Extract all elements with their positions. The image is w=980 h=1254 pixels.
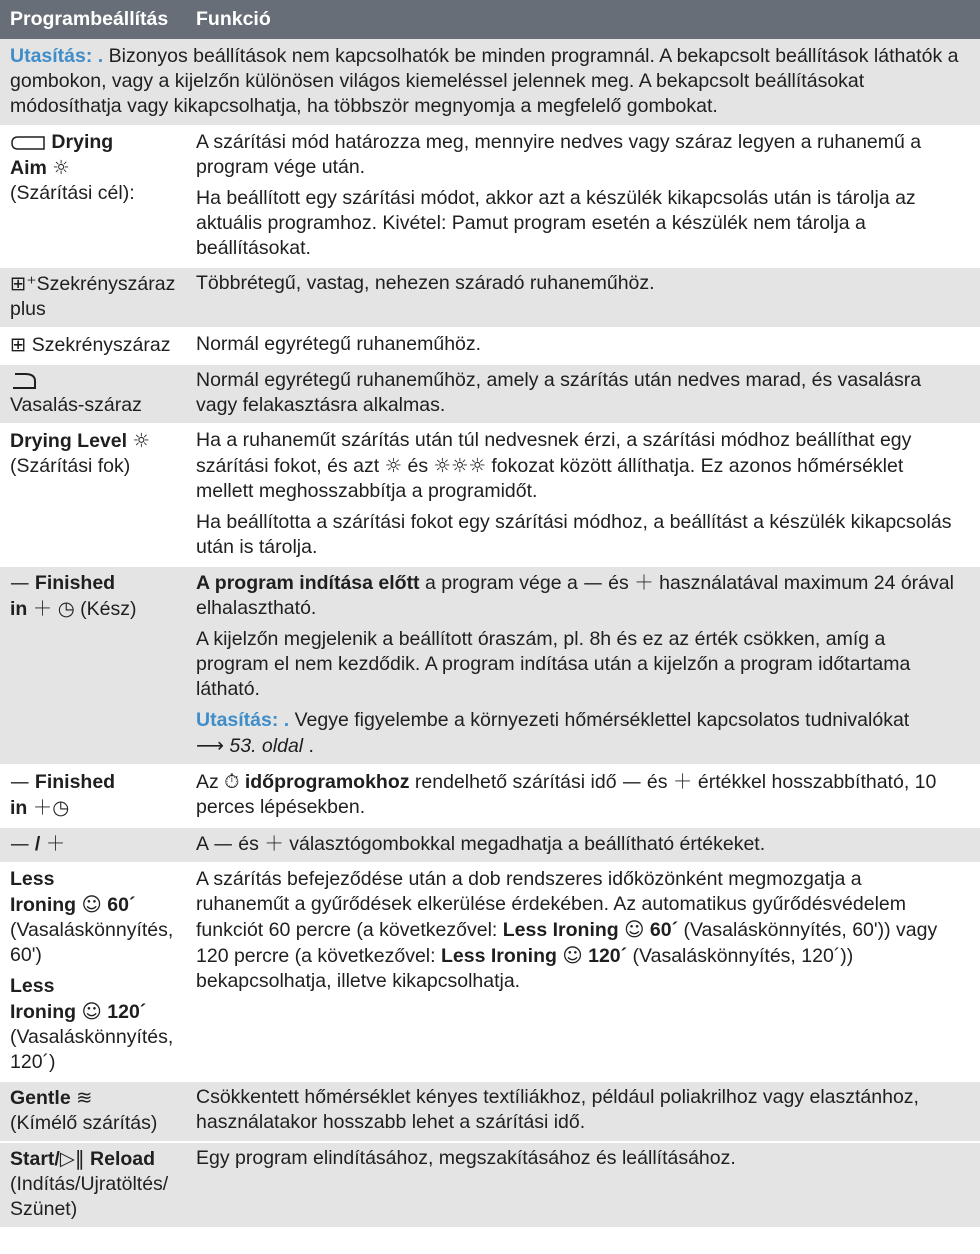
row-finished-in-time-programs <box>0 766 980 828</box>
setting-subtitle: (Szárítási cél): <box>10 182 135 204</box>
function-cell <box>183 329 980 363</box>
setting-cell: — / ＋ <box>10 832 66 855</box>
row-start-reload <box>0 1143 980 1229</box>
function-text: A — és ＋ választógombokkal megadhatja a beállítható értékeket. <box>196 832 766 855</box>
setting-title: Szekrényszáraz <box>31 334 171 356</box>
setting-cell: Less Ironing ☺ 60´ (Vasaláskönnyítés, 60') Less Ironing ☺ 120´ (Vasaláskönnyítés, 120´) <box>0 864 183 1080</box>
setting-title: Start/ <box>10 1148 60 1170</box>
setting-cell <box>0 567 183 764</box>
wrinkle-guard-icon: ☺ <box>81 1000 102 1023</box>
setting-subtitle: (Kímélő szárítás) <box>10 1112 158 1134</box>
row-drying-aim <box>0 127 980 268</box>
sun-icon: ☼ <box>384 454 403 477</box>
setting-subtitle: (Indítás/Ujratöltés/ Szünet) <box>10 1173 169 1220</box>
setting-cell <box>0 1143 183 1227</box>
function-cell <box>183 268 980 327</box>
setting-subtitle: (Vasaláskönnyítés, 60') <box>10 919 174 966</box>
setting-cell <box>0 365 183 423</box>
function-cell <box>183 766 980 826</box>
setting-subtitle: (Vasaláskönnyítés, 120´) <box>10 1026 174 1073</box>
row-iron-dry <box>0 365 980 425</box>
minus-icon: — <box>213 832 233 855</box>
setting-cell <box>0 329 183 363</box>
setting-title: Gentle <box>10 1087 71 1109</box>
cupboard-icon: ⊞ <box>10 333 27 356</box>
function-text: Ha beállított egy szárítási módot, akkor azt a készülék kikapcsolás után is tárolja az aktuális programhoz. Kivétel: Pamut program esetén a készülék nem tárolja a beállításokat. <box>196 187 916 259</box>
row-drying-level <box>0 425 980 567</box>
plus-icon: ＋ <box>672 770 693 793</box>
function-text: Többrétegű, vastag, nehezen száradó ruhaneműhöz. <box>196 272 655 294</box>
plus-icon: ＋ <box>634 571 654 594</box>
setting-title: Less <box>10 868 55 890</box>
function-text: A kijelzőn megjelenik a beállított óraszám, pl. 8h és ez az érték csökken, amíg a program el nem kezdődik. A program indítása után a kijelzőn a program időtartama látható. <box>196 628 911 700</box>
minus-icon: — <box>10 832 30 855</box>
function-text: A program indítása előtt a program vége a — és ＋ használatával maximum 24 órával elhalasztható. <box>196 571 954 619</box>
function-cell <box>183 127 980 266</box>
general-note <box>0 39 980 127</box>
page-reference-link[interactable]: 53. oldal <box>229 735 304 757</box>
minus-icon: — <box>583 571 603 594</box>
function-cell <box>183 365 980 423</box>
row-minus-plus <box>0 828 980 864</box>
row-cupboard-dry-plus <box>0 268 980 329</box>
play-pause-icon: ▷‖ <box>59 1147 85 1170</box>
table-header <box>0 0 980 39</box>
row-less-ironing <box>0 864 980 1082</box>
setting-title: Reload <box>90 1148 156 1170</box>
setting-cell <box>0 766 183 826</box>
header-program-setting: Programbeállítás <box>10 8 169 30</box>
sun-icon: ☼ <box>52 156 70 179</box>
setting-cell <box>0 127 183 266</box>
function-text: Ha a ruhaneműt szárítás után túl nedvesnek érzi, a szárítási módhoz beállíthat egy szárítási fokot, és azt ☼ és ☼☼☼ fokozat között állíthatja. Ez azonos hőmérséklet mellett meghosszabbítja a programidőt. <box>196 429 912 502</box>
setting-subtitle: (Szárítási fok) <box>10 455 131 477</box>
function-cell <box>183 864 980 1080</box>
setting-subtitle: (Kész) <box>80 598 137 620</box>
setting-cell <box>0 425 183 565</box>
plus-icon: ＋ <box>32 796 53 819</box>
sun-icon: ☼ <box>132 429 150 452</box>
setting-title: Vasalás-száraz <box>10 394 142 416</box>
timer-icon: ⏱ <box>224 770 240 793</box>
wrinkle-guard-icon: ☺ <box>81 893 102 916</box>
function-text: Csökkentett hőmérséklet kényes textíliákhoz, például poliakrilhoz vagy elasztánhoz, használatakor hosszabb lehet a szárítási idő. <box>196 1086 919 1133</box>
setting-title: Ironing <box>10 1001 77 1023</box>
header-function: Funkció <box>196 8 271 30</box>
setting-title: Szekrényszáraz plus <box>10 273 176 320</box>
setting-cell <box>0 1082 183 1141</box>
arrow-right-icon: ⟶ <box>196 734 224 757</box>
minus-icon: — <box>10 770 30 793</box>
function-text: Egy program elindításához, megszakításához és leállításához. <box>196 1147 736 1169</box>
gentle-hand-icon: ≋ <box>76 1086 93 1109</box>
function-text: A szárítási mód határozza meg, mennyire nedves vagy száraz legyen a ruhanemű a program vége után. <box>196 131 922 178</box>
row-gentle <box>0 1082 980 1143</box>
function-cell <box>183 1143 980 1227</box>
function-cell <box>183 1082 980 1141</box>
setting-title: Ironing <box>10 894 77 916</box>
minus-icon: — <box>10 571 30 594</box>
function-text: Az ⏱ időprogramokhoz rendelhető szárítási idő — és ＋ értékkel hosszabbítható, 10 perces lépésekben. <box>196 770 937 818</box>
minus-icon: — <box>621 770 642 793</box>
wrinkle-guard-icon: ☺ <box>624 918 645 941</box>
setting-title: Less <box>10 975 55 997</box>
function-cell <box>183 425 980 565</box>
setting-title: in <box>10 797 28 819</box>
function-note: Utasítás: . Vegye figyelembe a környezeti hőmérséklettel kapcsolatos tudnivalókat ⟶ 53. oldal . <box>196 709 910 757</box>
wrinkle-guard-icon: ☺ <box>562 944 583 967</box>
plus-icon: ＋ <box>264 832 284 855</box>
function-text: Ha beállította a szárítási fokot egy szárítási módhoz, a beállítást a készülék kikapcsolás után is tárolja. <box>196 511 952 558</box>
note-text: Bizonyos beállítások nem kapcsolhatók be minden programnál. A bekapcsolt beállítások láthatók a gombokon, vagy a kijelzőn különösen világos kiemeléssel jelennek meg. A bekapcsolt beállításokat módosíthatja vagy kikapcsolhatja, ha többször megnyomja a megfelelő gombokat. <box>10 45 959 117</box>
function-text: A szárítás befejeződése után a dob rendszeres időközönként megmozgatja a ruhaneműt a gyűrődések elkerülése érdekében. Az automatikus gyűrődésvédelem funkciót 60 percre (a következővel: Less Ironing ☺ 60´ (Vasaláskönnyítés, 60')) vagy 120 percre (a következővel: Less Ironing ☺ 120´ (Vasaláskönnyítés, 120´)) bekapcsolhatja, illetve kikapcsolhatja. <box>196 868 938 992</box>
function-cell <box>183 567 980 764</box>
setting-title: Aim <box>10 157 47 179</box>
note-label: Utasítás: . <box>10 45 104 67</box>
cupboard-plus-icon: ⊞⁺ <box>10 272 37 295</box>
drying-aim-button-icon <box>10 135 46 151</box>
function-text: Normál egyrétegű ruhaneműhöz, amely a szárítás után nedves marad, és vasalásra vagy felakasztásra alkalmas. <box>196 369 922 416</box>
row-finished-in <box>0 567 980 766</box>
setting-title: Finished <box>34 771 116 793</box>
row-cupboard-dry <box>0 329 980 365</box>
plus-icon: ＋ <box>45 832 66 855</box>
plus-icon: ＋ <box>32 597 53 620</box>
setting-title: Drying <box>51 131 114 153</box>
setting-title: Finished <box>34 572 116 594</box>
iron-icon <box>10 370 38 392</box>
clock-icon: ◷ <box>57 597 75 620</box>
setting-cell <box>0 268 183 327</box>
function-text: Normál egyrétegű ruhaneműhöz. <box>196 333 482 355</box>
setting-title: in <box>10 598 28 620</box>
clock-icon: ◷ <box>52 796 70 819</box>
function-cell <box>183 828 980 862</box>
setting-title: Drying Level <box>10 430 128 452</box>
sun-icon: ☼☼☼ <box>433 454 486 477</box>
